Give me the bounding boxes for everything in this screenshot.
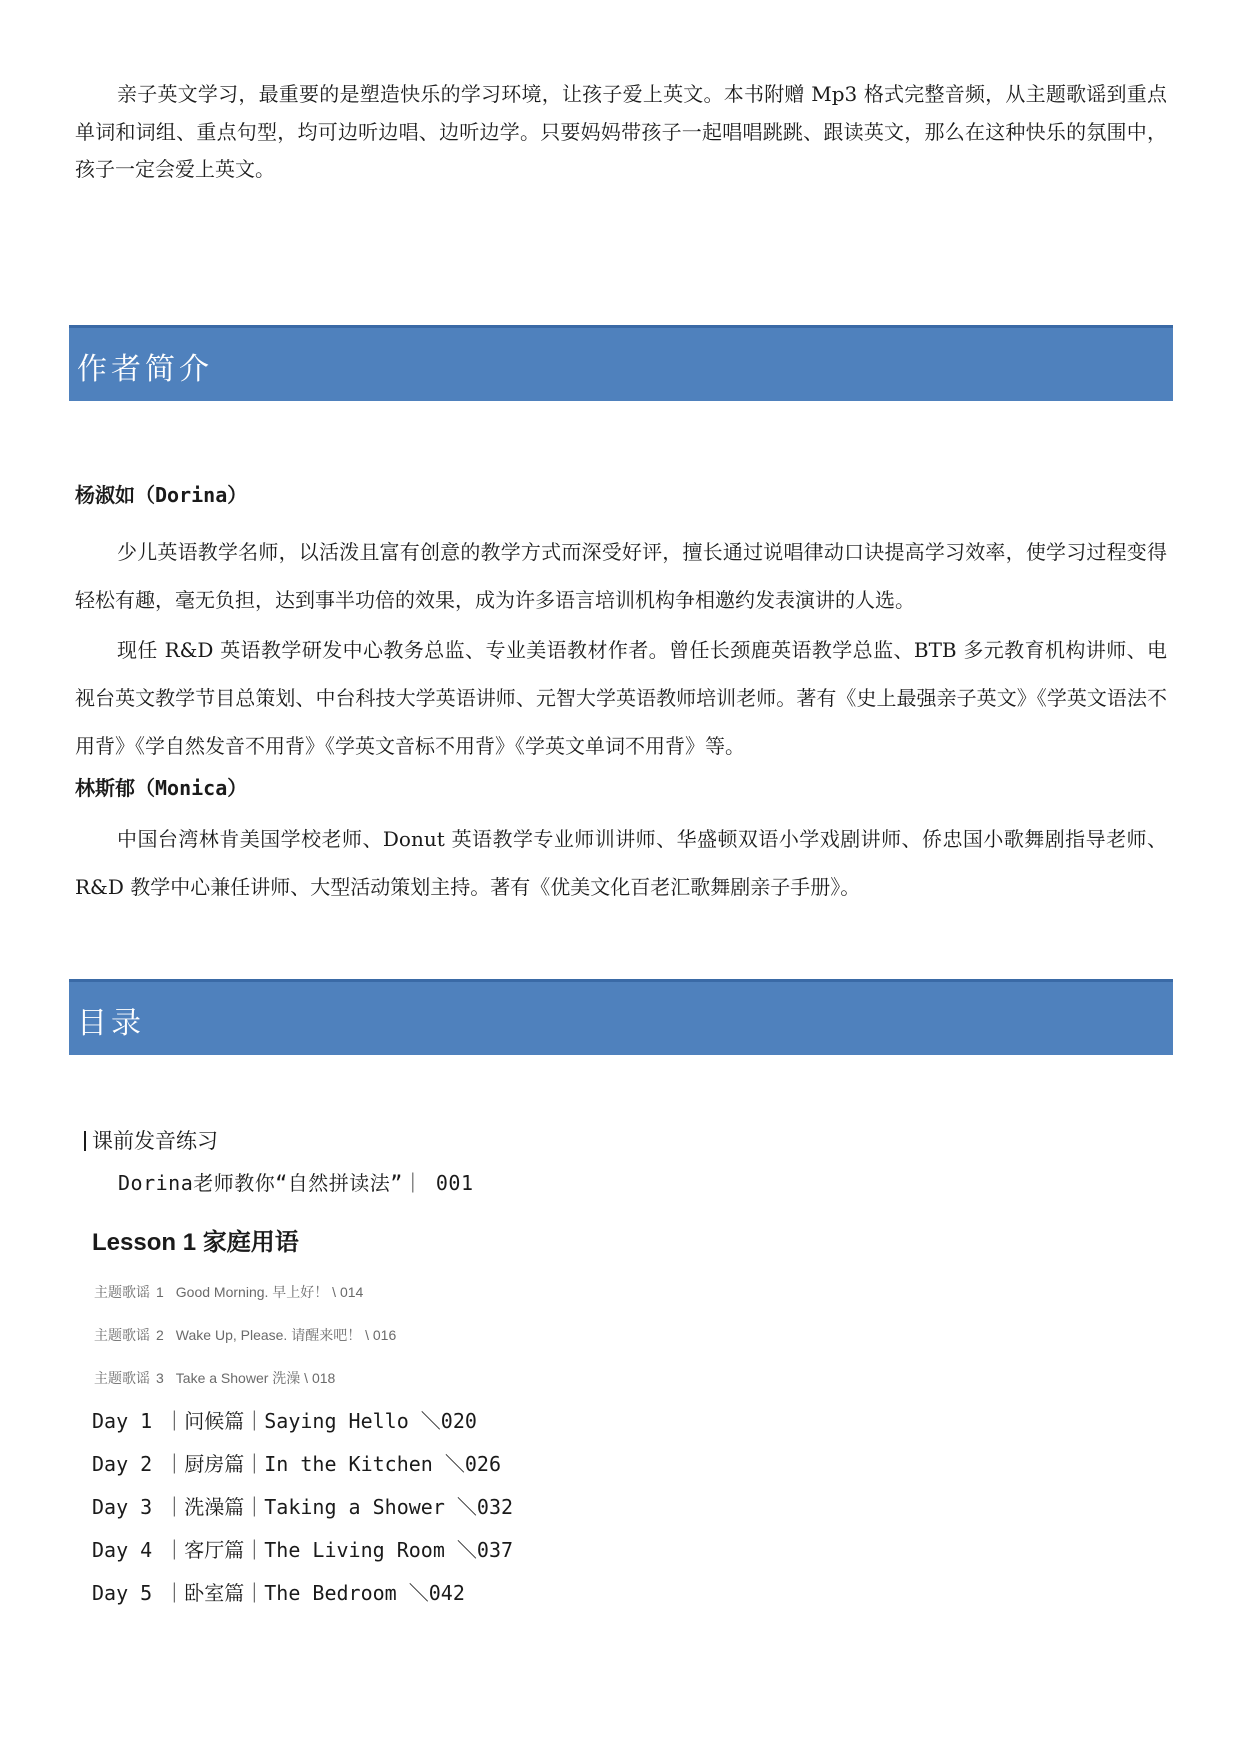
author-section-header <box>69 325 1173 401</box>
toc-pre-lesson-heading <box>84 1126 218 1156</box>
author-bio-paragraph: 现任 R&D 英语教学研发中心教务总监、专业美语教材作者。曾任长颈鹿英语教学总监、BTB 多元教育机构讲师、电视台英文教学节目总策划、中台科技大学英语讲师、元智大学英语教师培训老师。著有《史上最强亲子英文》《学英文语法不用背》《学自然发音不用背》《学英文音标不用背》《学英文单词不用背》等。 <box>75 638 1167 758</box>
vertical-bar-icon <box>84 1131 86 1151</box>
toc-day-item: Day 4 ｜客厅篇｜The Living Room ＼037 <box>92 1538 514 1562</box>
toc-song-item <box>94 1367 335 1389</box>
author-name-monica: 林斯郁（Monica） <box>75 776 248 800</box>
toc-pre-lesson-label: 课前发音练习 <box>92 1129 218 1153</box>
song-title: Wake Up, Please. 请醒来吧！ \ 016 <box>175 1327 397 1343</box>
song-number: 3 <box>156 1370 164 1386</box>
song-title: Good Morning. 早上好！ \ 014 <box>175 1284 364 1300</box>
author-name-dorina: 杨淑如（Dorina） <box>75 483 248 507</box>
toc-day-item: Day 5 ｜卧室篇｜The Bedroom ＼042 <box>92 1581 465 1605</box>
song-label: 主题歌谣 <box>94 1284 150 1300</box>
author-bio-paragraph: 中国台湾林肯美国学校老师、Donut 英语教学专业师训讲师、华盛顿双语小学戏剧讲师、侨忠国小歌舞剧指导老师、R&D 教学中心兼任讲师、大型活动策划主持。著有《优美文化百老汇歌舞剧亲子手册》。 <box>75 827 1167 899</box>
lesson-title: Lesson 1 家庭用语 <box>92 1229 299 1256</box>
toc-entry-phonics: Dorina老师教你“自然拼读法”｜ 001 <box>118 1171 474 1195</box>
toc-song-item <box>94 1281 363 1303</box>
toc-section-header <box>69 979 1173 1055</box>
toc-song-item <box>94 1324 396 1346</box>
song-number: 1 <box>156 1284 164 1300</box>
toc-day-item: Day 3 ｜洗澡篇｜Taking a Shower ＼032 <box>92 1495 514 1519</box>
song-label: 主题歌谣 <box>94 1370 150 1386</box>
author-section-title: 作者简介 <box>77 352 213 387</box>
toc-day-item: Day 1 ｜问候篇｜Saying Hello ＼020 <box>92 1409 477 1433</box>
toc-section-title: 目录 <box>77 1006 145 1041</box>
song-label: 主题歌谣 <box>94 1327 150 1343</box>
toc-day-item: Day 2 ｜厨房篇｜In the Kitchen ＼026 <box>92 1452 501 1476</box>
intro-paragraph: 亲子英文学习，最重要的是塑造快乐的学习环境，让孩子爱上英文。本书附赠 Mp3 格式完整音频，从主题歌谣到重点单词和词组、重点句型，均可边听边唱、边听边学。只要妈妈带孩子一起唱唱跳跳、跟读英文，那么在这种快乐的氛围中，孩子一定会爱上英文。 <box>75 82 1167 181</box>
author-bio-paragraph: 少儿英语教学名师，以活泼且富有创意的教学方式而深受好评，擅长通过说唱律动口诀提高学习效率，使学习过程变得轻松有趣，毫无负担，达到事半功倍的效果，成为许多语言培训机构争相邀约发表演讲的人选。 <box>75 540 1167 612</box>
song-title: Take a Shower 洗澡 \ 018 <box>175 1370 336 1386</box>
song-number: 2 <box>156 1327 164 1343</box>
